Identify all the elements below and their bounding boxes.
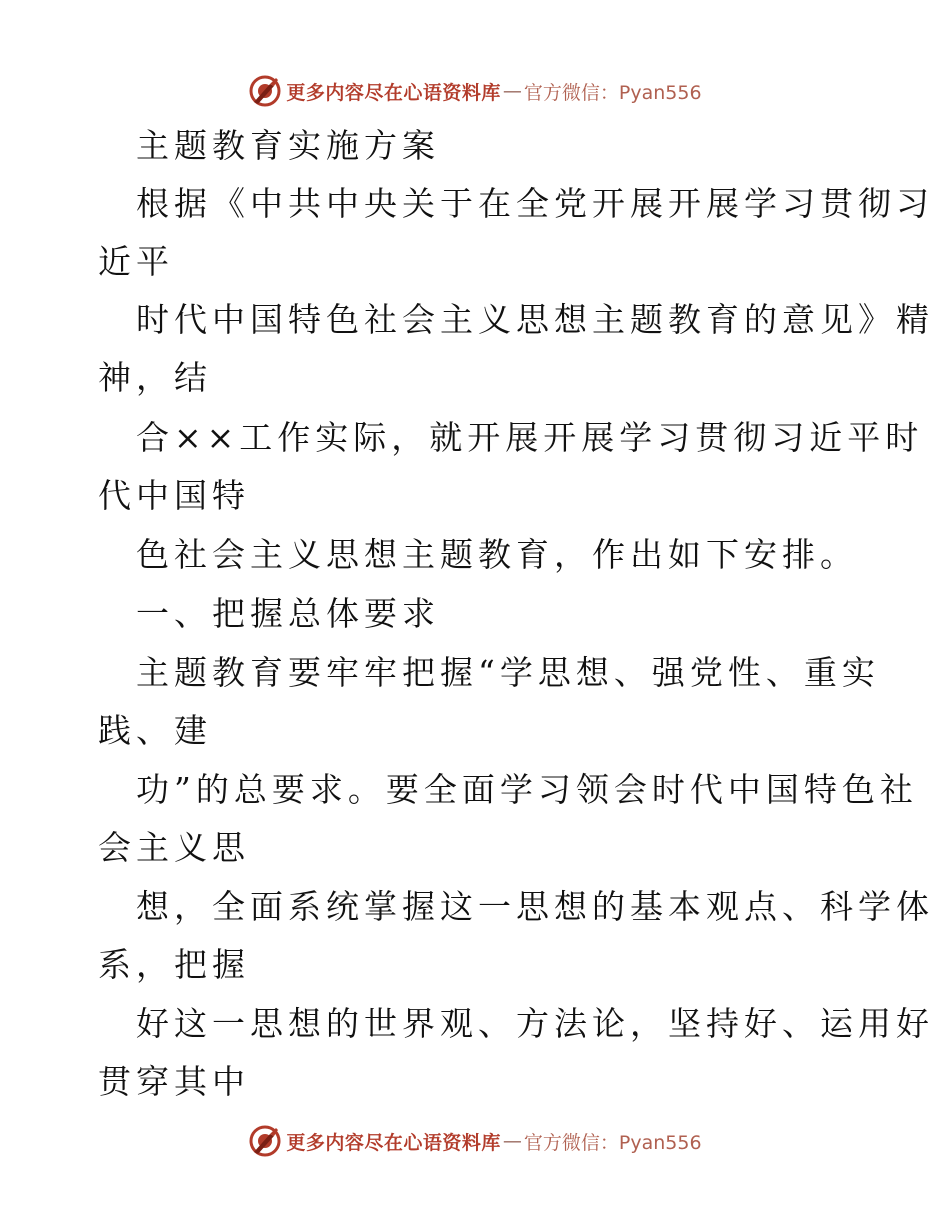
section-heading: 一、把握总体要求 <box>136 594 440 633</box>
paragraph-line: 主题教育要牢牢把握“学思想、强党性、重实 <box>136 653 880 692</box>
paragraph-line: 色社会主义思想主题教育，作出如下安排。 <box>136 535 858 574</box>
paragraph-line: 合××工作实际，就开展开展学习贯彻习近平时 <box>136 418 924 457</box>
paragraph-line: 神，结 <box>98 358 212 397</box>
banner-wechat-text: 官方微信：Pyan556 <box>523 1131 702 1154</box>
pen-circle-logo-icon <box>248 1124 282 1158</box>
paragraph-line: 贯穿其中 <box>98 1062 250 1101</box>
paragraph-line: 时代中国特色社会主义思想主题教育的意见》精 <box>136 300 934 339</box>
paragraph-line: 会主义思 <box>98 828 250 867</box>
banner-separator: — <box>502 80 522 102</box>
footer-banner <box>0 1121 950 1161</box>
document-title: 主题教育实施方案 <box>136 126 440 165</box>
paragraph-line: 代中国特 <box>98 476 250 515</box>
paragraph-line: 系，把握 <box>98 945 250 984</box>
banner-main-text: 更多内容尽在心语资料库 <box>286 1131 501 1154</box>
header-banner <box>0 71 950 111</box>
paragraph-line: 近平 <box>98 242 174 281</box>
pen-circle-logo-icon <box>248 74 282 108</box>
paragraph-line: 根据《中共中央关于在全党开展开展学习贯彻习 <box>136 184 934 223</box>
paragraph-line: 好这一思想的世界观、方法论，坚持好、运用好 <box>136 1004 934 1043</box>
banner-separator: — <box>502 1130 522 1152</box>
banner-wechat-text: 官方微信：Pyan556 <box>523 81 702 104</box>
banner-main-text: 更多内容尽在心语资料库 <box>286 81 501 104</box>
paragraph-line: 功”的总要求。要全面学习领会时代中国特色社 <box>136 770 918 809</box>
paragraph-line: 想，全面系统掌握这一思想的基本观点、科学体 <box>136 887 934 926</box>
paragraph-line: 践、建 <box>98 711 212 750</box>
